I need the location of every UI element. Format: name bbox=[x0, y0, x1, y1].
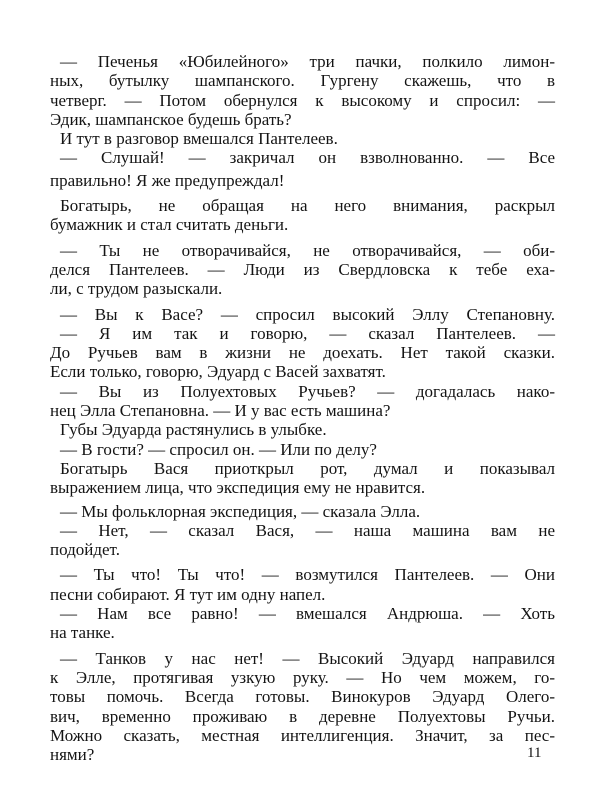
text-line: — Печенья «Юбилейного» три пачки, полкило лимон- bbox=[60, 52, 555, 71]
text-line: Можно сказать, местная интеллигенция. Значит, за пес- bbox=[50, 725, 555, 745]
text-line: — Нет, — сказал Вася, — наша машина вам не bbox=[60, 520, 555, 540]
page-number: 11 bbox=[527, 745, 542, 761]
text-line: к Элле, протягивая узкую руку. — Но чем можем, го- bbox=[50, 667, 555, 687]
text-line: бумажник и стал считать деньги. bbox=[50, 215, 289, 235]
text-line: товы помочь. Всегда готовы. Винокуров Эдуард Олего- bbox=[50, 687, 555, 707]
text-line: До Ручьев вам в жизни не доехать. Нет такой сказки. bbox=[50, 343, 555, 363]
text-line: песни собирают. Я тут им одну напел. bbox=[50, 584, 326, 604]
text-line: Если только, говорю, Эдуард с Васей захватят. bbox=[50, 362, 386, 382]
text-line: выражением лица, что экспедиция ему не нравится. bbox=[50, 478, 426, 498]
text-line: — Танков у нас нет! — Высокий Эдуард направился bbox=[60, 648, 555, 668]
text-line: вич, временно проживаю в деревне Полуехтовы Ручьи. bbox=[50, 706, 555, 726]
body-text bbox=[50, 52, 555, 764]
text-line: — Я им так и говорю, — сказал Пантелеев. — bbox=[60, 323, 555, 343]
text-line: Богатырь, не обращая на него внимания, раскрыл bbox=[60, 196, 555, 216]
text-line: правильно! Я же предупреждал! bbox=[50, 170, 285, 190]
text-line: — Нам все равно! — вмешался Андрюша. — Хоть bbox=[60, 604, 555, 624]
text-line: ных, бутылку шампанского. Гургену скажешь, что в bbox=[50, 71, 555, 91]
text-line: нец Элла Степановна. — И у вас есть машина? bbox=[50, 401, 391, 421]
text-line: делся Пантелеев. — Люди из Свердловска к тебе еха- bbox=[50, 259, 555, 279]
text-line: подойдет. bbox=[50, 540, 120, 560]
text-line: — Ты не отворачивайся, не отворачивайся, — оби- bbox=[60, 240, 555, 260]
text-line: — Ты что! Ты что! — возмутился Пантелеев. — Они bbox=[60, 565, 555, 585]
text-line: нями? bbox=[50, 745, 95, 765]
text-line: — Мы фольклорная экспедиция, — сказала Элла. bbox=[60, 501, 421, 521]
text-line: Эдик, шампанское будешь брать? bbox=[50, 109, 292, 129]
text-line: И тут в разговор вмешался Пантелеев. bbox=[60, 129, 338, 149]
text-line: — Вы к Васе? — спросил высокий Эллу Степановну. bbox=[60, 304, 555, 324]
text-line: Богатырь Вася приоткрыл рот, думал и показывал bbox=[60, 458, 555, 478]
text-line: ли, с трудом разыскали. bbox=[50, 279, 223, 299]
text-line: четверг. — Потом обернулся к высокому и спросил: — bbox=[50, 90, 555, 110]
text-line: Губы Эдуарда растянулись в улыбке. bbox=[60, 420, 327, 440]
text-line: — Слушай! — закричал он взволнованно. — Все bbox=[60, 148, 555, 168]
text-line: — Вы из Полуехтовых Ручьев? — догадалась нако- bbox=[60, 381, 555, 401]
text-line: — В гости? — спросил он. — Или по делу? bbox=[60, 439, 377, 459]
text-line: на танке. bbox=[50, 623, 115, 643]
